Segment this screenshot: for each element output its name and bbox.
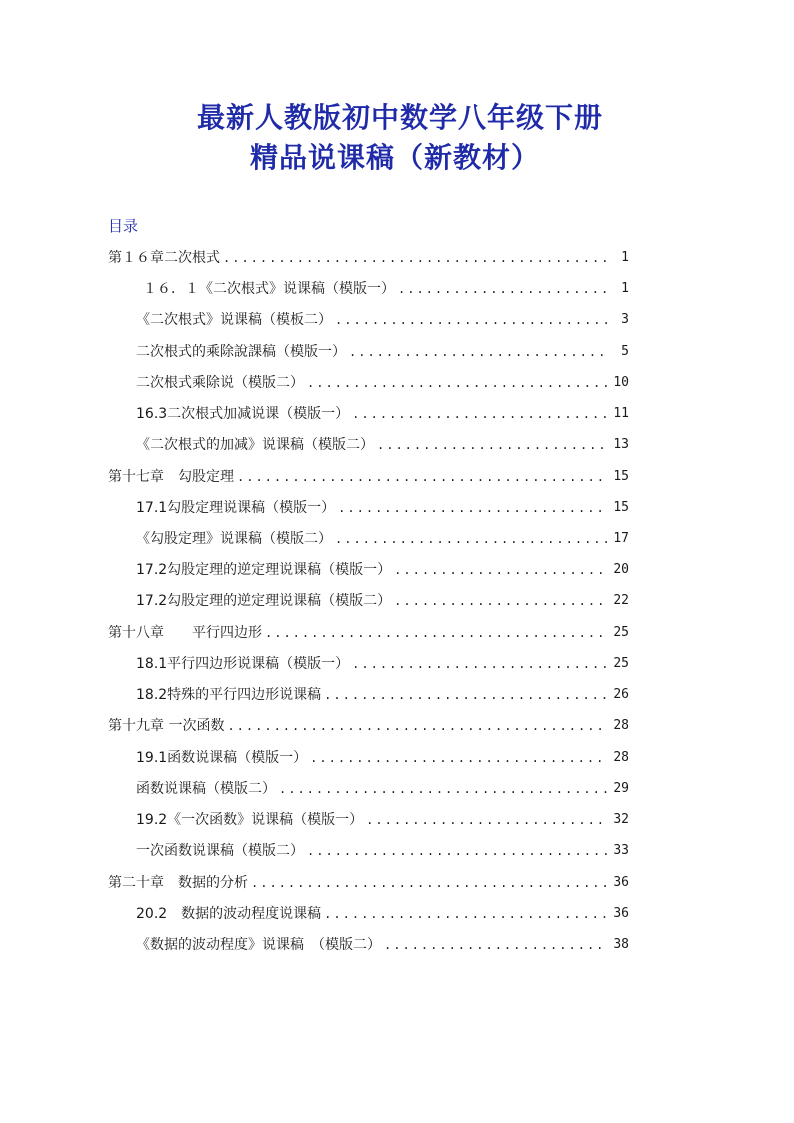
toc-entry-section[interactable] (136, 837, 629, 863)
toc-leader-dots (352, 657, 608, 671)
toc-leader-dots (366, 813, 608, 827)
toc-entry-section[interactable] (136, 306, 629, 332)
toc-leader-dots (338, 501, 608, 515)
toc-leader-dots (310, 751, 608, 765)
title-line-1: 最新人教版初中数学八年级下册 (196, 101, 603, 134)
toc-page-number: 38 (613, 936, 629, 952)
toc-entry-section[interactable] (136, 681, 629, 707)
toc-leader-dots (251, 876, 608, 890)
toc-entry-chapter[interactable] (108, 712, 629, 738)
toc-entry-chapter[interactable] (108, 244, 629, 270)
toc-page-number: 25 (613, 624, 629, 640)
toc-leader-dots (377, 438, 608, 452)
toc-entry-label: 18.2特殊的平行四边形说课稿 (136, 687, 322, 703)
toc-entry-section[interactable] (136, 587, 629, 613)
toc-entry-section[interactable] (136, 556, 629, 582)
toc-entry-section[interactable] (136, 431, 629, 457)
toc-page-number: 1 (621, 280, 629, 296)
toc-page-number: 5 (621, 343, 629, 359)
toc-entry-label: 二次根式的乘除說課稿（模版一） (136, 344, 346, 360)
toc-entry-section[interactable] (136, 525, 629, 551)
toc-leader-dots (324, 907, 608, 921)
toc-entry-label: 函数说课稿（模版二） (136, 781, 276, 797)
toc-page-number: 26 (613, 686, 629, 702)
toc-page-number: 20 (613, 561, 629, 577)
toc-leader-dots (279, 782, 608, 796)
toc-leader-dots (384, 938, 608, 952)
toc-page-number: 10 (613, 374, 629, 390)
toc-entry-section[interactable] (143, 275, 629, 301)
toc-leader-dots (237, 470, 608, 484)
toc-leader-dots (352, 407, 608, 421)
toc-page-number: 28 (613, 749, 629, 765)
toc-entry-label: 第十八章 平行四边形 (108, 625, 262, 641)
toc-leader-dots (307, 844, 608, 858)
toc-page-number: 32 (613, 811, 629, 827)
toc-entry-section[interactable] (136, 369, 629, 395)
toc-page-number: 1 (621, 249, 629, 265)
toc-page-number: 22 (613, 592, 629, 608)
toc-entry-section[interactable] (136, 650, 629, 676)
toc-entry-section[interactable] (136, 775, 629, 801)
toc-entry-label: １６．１《二次根式》说课稿（模版一） (143, 281, 395, 297)
toc-page-number: 15 (613, 468, 629, 484)
toc-leader-dots (223, 251, 608, 265)
toc-entry-section[interactable] (136, 744, 629, 770)
toc-entry-section[interactable] (136, 900, 629, 926)
toc-leader-dots (265, 626, 608, 640)
toc-heading: 目录 (108, 217, 139, 235)
toc-page-number: 13 (613, 436, 629, 452)
toc-entry-section[interactable] (136, 806, 629, 832)
toc-leader-dots (307, 376, 608, 390)
toc-page-number: 3 (621, 311, 629, 327)
toc-entry-chapter[interactable] (108, 619, 629, 645)
toc-entry-label: 第十七章 勾股定理 (108, 469, 234, 485)
toc-entry-label: 第１６章二次根式 (108, 250, 220, 266)
toc-entry-section[interactable] (136, 931, 629, 957)
toc-entry-chapter[interactable] (108, 869, 629, 895)
title-line-2: 精品说课稿（新教材） (249, 141, 540, 174)
toc-page-number: 11 (613, 405, 629, 421)
toc-entry-label: 《二次根式的加减》说课稿（模版二） (136, 437, 374, 453)
toc-entry-section[interactable] (136, 400, 629, 426)
toc-entry-label: 第二十章 数据的分析 (108, 875, 248, 891)
toc-entry-label: 《二次根式》说课稿（模板二） (136, 312, 332, 328)
toc-leader-dots (335, 313, 608, 327)
toc-page-number: 36 (613, 905, 629, 921)
toc-leader-dots (335, 532, 608, 546)
toc-page-number: 29 (613, 780, 629, 796)
toc-leader-dots (349, 345, 608, 359)
toc-entry-label: 二次根式乘除说（模版二） (136, 375, 304, 391)
toc-leader-dots (394, 563, 608, 577)
toc-entry-label: 第十九章 一次函数 (108, 718, 225, 734)
toc-entry-label: 16.3二次根式加减说课（模版一） (136, 406, 350, 422)
toc-page-number: 15 (613, 499, 629, 515)
toc-entry-label: 《勾股定理》说课稿（模版二） (136, 531, 332, 547)
toc-entry-label: 18.1平行四边形说课稿（模版一） (136, 656, 350, 672)
toc-leader-dots (324, 688, 608, 702)
toc-leader-dots (227, 719, 608, 733)
toc-page-number: 33 (613, 842, 629, 858)
toc-leader-dots (398, 282, 608, 296)
toc-entry-label: 一次函数说课稿（模版二） (136, 843, 304, 859)
toc-entry-section[interactable] (136, 494, 629, 520)
toc-entry-label: 19.2《一次函数》说课稿（模版一） (136, 812, 364, 828)
toc-entry-label: 20.2 数据的波动程度说课稿 (136, 906, 322, 922)
toc-entry-label: 17.2勾股定理的逆定理说课稿（模版二） (136, 593, 392, 609)
toc-entry-label: 17.2勾股定理的逆定理说课稿（模版一） (136, 562, 392, 578)
toc-leader-dots (394, 594, 608, 608)
toc-entry-label: 17.1勾股定理说课稿（模版一） (136, 500, 336, 516)
toc-entry-chapter[interactable] (108, 463, 629, 489)
toc-page-number: 28 (613, 717, 629, 733)
toc-page-number: 17 (613, 530, 629, 546)
document-title (0, 98, 794, 178)
toc-page-number: 25 (613, 655, 629, 671)
toc-entry-label: 19.1函数说课稿（模版一） (136, 750, 308, 766)
toc-page-number: 36 (613, 874, 629, 890)
toc-entry-section[interactable] (136, 338, 629, 364)
toc-entry-label: 《数据的波动程度》说课稿 （模版二） (136, 937, 381, 953)
